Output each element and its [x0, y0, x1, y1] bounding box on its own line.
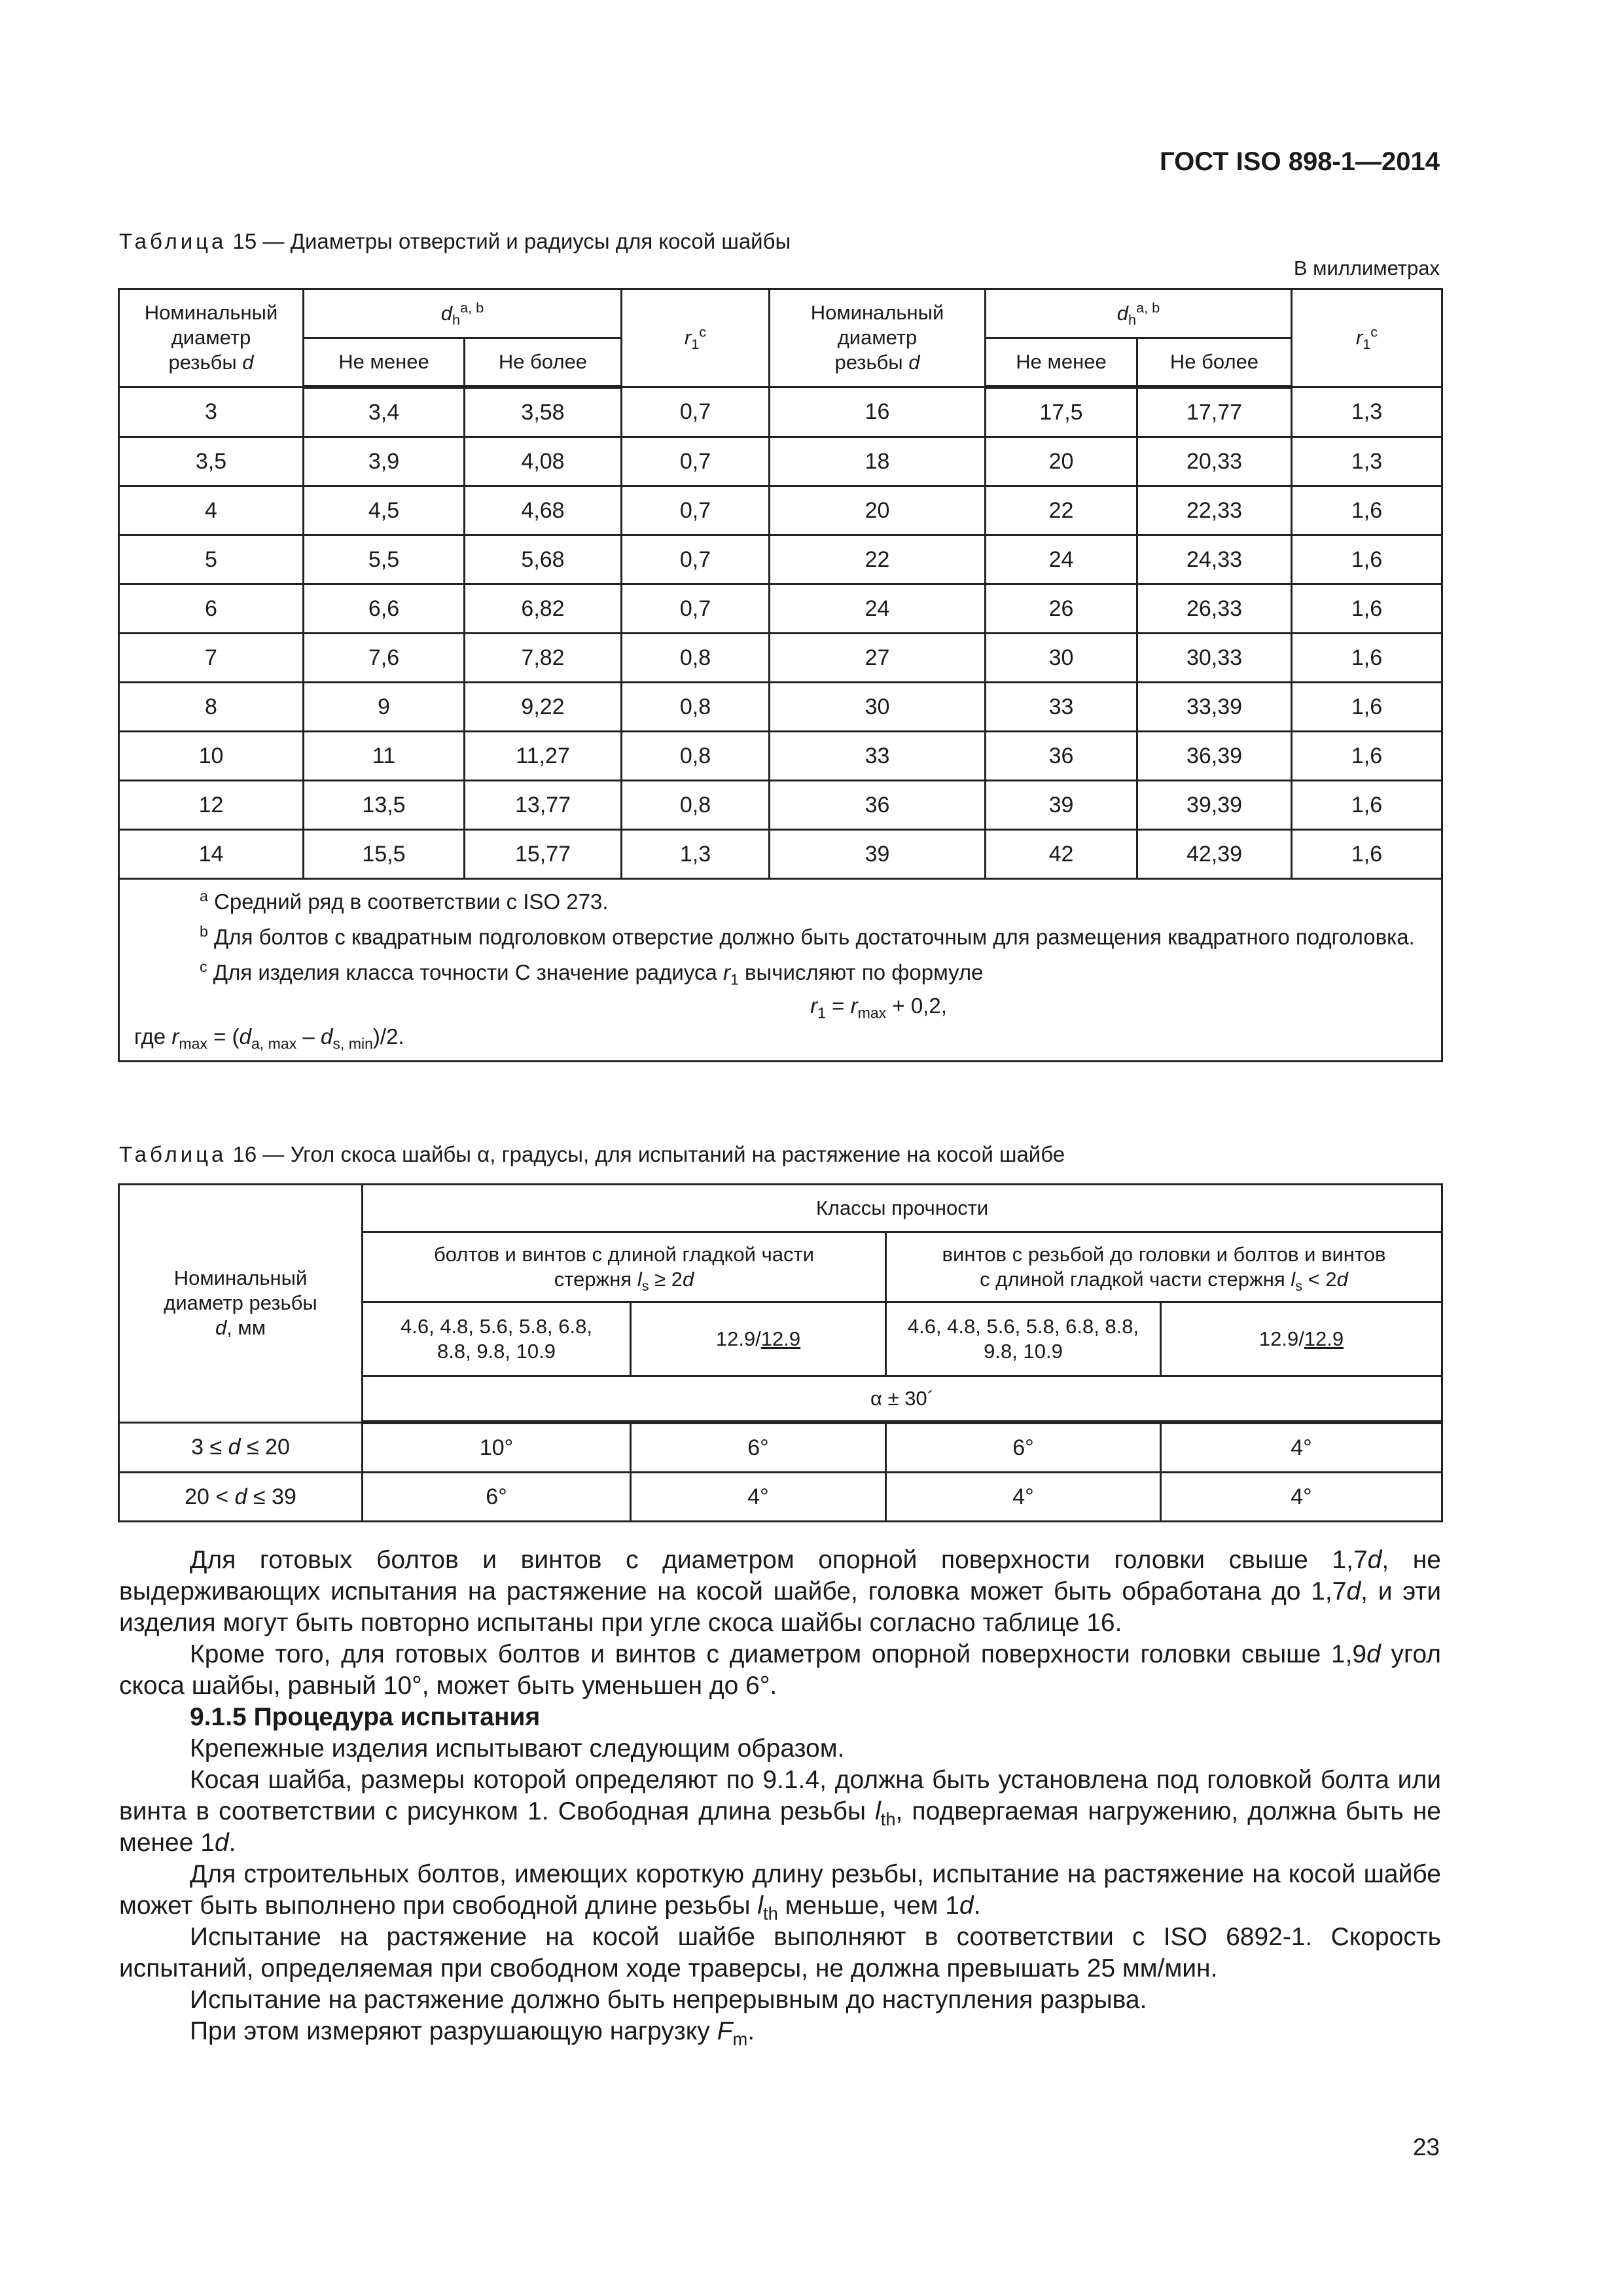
- table15-caption-text: 15 — Диаметры отверстий и радиусы для косой шайбы: [226, 229, 791, 253]
- t15-cell: 11: [304, 732, 465, 781]
- t15-cell: 0,7: [622, 535, 770, 584]
- t15-cell: 1,3: [1292, 387, 1442, 437]
- t16-value-cell: 4°: [1161, 1473, 1442, 1522]
- t15-cell: 1,6: [1292, 584, 1442, 634]
- t15-cell: 42,39: [1137, 830, 1292, 879]
- t15-cell: 20: [986, 437, 1137, 486]
- t15-cell: 1,6: [1292, 830, 1442, 879]
- t15-cell: 7,6: [304, 634, 465, 683]
- table15-caption: [119, 229, 791, 254]
- t15-cell: 0,7: [622, 387, 770, 437]
- t15-cell: 13,5: [304, 781, 465, 830]
- t15-header-dh-right: $d_h^{a, b}$: [986, 289, 1292, 338]
- t15-cell: 39: [986, 781, 1137, 830]
- t15-cell: 33: [770, 732, 986, 781]
- table-row: [119, 584, 1442, 634]
- t15-cell: 6: [119, 584, 304, 634]
- table-row: [119, 830, 1442, 879]
- t15-header-nominal-right: Номинальный диаметр резьбы d: [770, 289, 986, 387]
- t15-header-min-right: Не менее: [986, 338, 1137, 387]
- t15-cell: 30: [770, 683, 986, 732]
- paragraph: Для строительных болтов, имеющих короткую длину резьбы, испытание на растяжение на косой шайбе может быть выполнено при свободной длине резьбы $l_{th}$ меньше, чем 1d.: [119, 1860, 1441, 1924]
- t15-cell: 11,27: [465, 732, 622, 781]
- t16-header-class-129-2: 12.9/12.9: [1161, 1302, 1442, 1376]
- t16-value-cell: 10°: [363, 1422, 631, 1473]
- t16-header-group2: винтов с резьбой до головки и болтов и винтов с длиной гладкой части стержня $l_s < 2d$: [886, 1232, 1442, 1302]
- t16-header-classes-std-2: 4.6, 4.8, 5.6, 5.8, 6.8, 8.8, 9.8, 10.9: [886, 1302, 1161, 1376]
- t16-header-alpha: α ± 30´: [363, 1376, 1442, 1423]
- t15-cell: 36: [986, 732, 1137, 781]
- table16-caption: [119, 1142, 1065, 1167]
- t15-cell: 4,08: [465, 437, 622, 486]
- table15-note-c: $^c$ Для изделия класса точности С значение радиуса $r_1$ вычисляют по формуле: [200, 958, 984, 988]
- t15-cell: 1,6: [1292, 683, 1442, 732]
- t15-cell: 18: [770, 437, 986, 486]
- paragraph: Кроме того, для готовых болтов и винтов с диаметром опорной поверхности головки свыше 1,9d угол скоса шайбы, равный 10°, может быть уменьшен до 6°.: [119, 1640, 1441, 1700]
- t15-cell: 17,77: [1137, 387, 1292, 437]
- t15-cell: 36: [770, 781, 986, 830]
- t15-cell: 5,68: [465, 535, 622, 584]
- t15-cell: 39,39: [1137, 781, 1292, 830]
- t15-cell: 16: [770, 387, 986, 437]
- table-row: [119, 535, 1442, 584]
- t15-cell: 0,7: [622, 486, 770, 535]
- t16-header-class-129-1: 12.9/12.9: [631, 1302, 886, 1376]
- t15-cell: 10: [119, 732, 304, 781]
- t15-cell: 27: [770, 634, 986, 683]
- section-heading: 9.1.5 Процедура испытания: [190, 1703, 541, 1731]
- t15-cell: 1,6: [1292, 732, 1442, 781]
- table-row: [119, 437, 1442, 486]
- t15-cell: 6,6: [304, 584, 465, 634]
- t15-header-dh-left: $d_h^{a, b}$: [304, 289, 622, 338]
- t15-cell: 3: [119, 387, 304, 437]
- paragraph: Испытание на растяжение должно быть непрерывным до наступления разрыва.: [190, 1986, 1147, 2014]
- t15-cell: 0,7: [622, 437, 770, 486]
- t15-cell: 5: [119, 535, 304, 584]
- table15-note-b: $^b$ Для болтов с квадратным подголовком отверстие должно быть достаточным для размещения квадратного подголовка.: [200, 923, 1415, 949]
- t15-cell: 30: [986, 634, 1137, 683]
- table16-caption-prefix: Таблица: [119, 1142, 227, 1166]
- t15-cell: 5,5: [304, 535, 465, 584]
- t15-cell: 14: [119, 830, 304, 879]
- body-text: [119, 1545, 1441, 2047]
- table-row: [119, 781, 1442, 830]
- t15-cell: 0,8: [622, 634, 770, 683]
- t15-cell: 22: [770, 535, 986, 584]
- paragraph: Испытание на растяжение на косой шайбе выполняют в соответствии с ISO 6892-1. Скорость испытаний, определяемая при свободном ходе траверсы, не должна превышать 25 мм/мин.: [119, 1923, 1441, 1982]
- t15-cell: 4: [119, 486, 304, 535]
- t15-header-r1-right: $r_1^c$: [1292, 289, 1442, 387]
- table-row: [119, 486, 1442, 535]
- t15-header-r1-left: $r_1^c$: [622, 289, 770, 387]
- t15-cell: 1,6: [1292, 781, 1442, 830]
- table-row: [119, 1473, 1442, 1522]
- table-row: [119, 732, 1442, 781]
- t15-cell: 12: [119, 781, 304, 830]
- t16-header-group1: болтов и винтов с длиной гладкой части стержня $l_s \ge 2d$: [363, 1232, 886, 1302]
- t16-value-cell: 4°: [631, 1473, 886, 1522]
- table15-caption-prefix: Таблица: [119, 229, 227, 253]
- t16-value-cell: 4°: [1161, 1422, 1442, 1473]
- t15-cell: 24: [986, 535, 1137, 584]
- paragraph: Крепежные изделия испытывают следующим образом.: [190, 1734, 845, 1763]
- t16-range-cell: 3 ≤ d ≤ 20: [119, 1422, 363, 1473]
- table15: [118, 288, 1443, 1062]
- t15-header-min-left: Не менее: [304, 338, 465, 387]
- table-row: [119, 634, 1442, 683]
- t15-cell: 24: [770, 584, 986, 634]
- table15-formula-where: где $r_{max} = (d_{a, max} - d_{s, min})/2$.: [134, 1024, 404, 1052]
- t15-header-nominal-left: Номинальный диаметр резьбы d: [119, 289, 304, 387]
- table15-formula: $r_1 = r_{max} + 0,2$,: [810, 994, 947, 1022]
- table-row: [119, 1422, 1442, 1473]
- t16-range-cell: 20 < d ≤ 39: [119, 1473, 363, 1522]
- t15-cell: 36,39: [1137, 732, 1292, 781]
- t15-cell: 9,22: [465, 683, 622, 732]
- t15-cell: 22,33: [1137, 486, 1292, 535]
- t15-cell: 20,33: [1137, 437, 1292, 486]
- t15-cell: 33: [986, 683, 1137, 732]
- t15-cell: 0,8: [622, 683, 770, 732]
- table-row: [119, 683, 1442, 732]
- t15-cell: 1,6: [1292, 634, 1442, 683]
- t15-cell: 13,77: [465, 781, 622, 830]
- t15-cell: 0,8: [622, 732, 770, 781]
- t16-value-cell: 6°: [631, 1422, 886, 1473]
- t16-value-cell: 6°: [886, 1422, 1161, 1473]
- t15-cell: 42: [986, 830, 1137, 879]
- t15-cell: 4,68: [465, 486, 622, 535]
- t15-cell: 1,6: [1292, 486, 1442, 535]
- table-row: [119, 387, 1442, 437]
- t16-value-cell: 4°: [886, 1473, 1161, 1522]
- t15-cell: 9: [304, 683, 465, 732]
- t15-cell: 1,3: [1292, 437, 1442, 486]
- t15-cell: 39: [770, 830, 986, 879]
- t15-cell: 15,77: [465, 830, 622, 879]
- table16-caption-text: 16 — Угол скоса шайбы α, градусы, для испытаний на растяжение на косой шайбе: [226, 1142, 1065, 1166]
- t15-cell: 3,4: [304, 387, 465, 437]
- t15-cell: 15,5: [304, 830, 465, 879]
- standard-designation: ГОСТ ISO 898-1—2014: [1159, 147, 1440, 176]
- t15-cell: 3,9: [304, 437, 465, 486]
- t15-cell: 1,6: [1292, 535, 1442, 584]
- t15-header-max-right: Не более: [1137, 338, 1292, 387]
- t15-cell: 8: [119, 683, 304, 732]
- t15-cell: 33,39: [1137, 683, 1292, 732]
- t16-value-cell: 6°: [363, 1473, 631, 1522]
- t15-cell: 3,5: [119, 437, 304, 486]
- table15-notes: [119, 879, 1442, 1062]
- t15-cell: 0,7: [622, 584, 770, 634]
- t15-cell: 7,82: [465, 634, 622, 683]
- t15-cell: 4,5: [304, 486, 465, 535]
- t16-header-classes-std-1: 4.6, 4.8, 5.6, 5.8, 6.8, 8.8, 9.8, 10.9: [363, 1302, 631, 1376]
- t15-header-max-left: Не более: [465, 338, 622, 387]
- t15-cell: 22: [986, 486, 1137, 535]
- t15-cell: 20: [770, 486, 986, 535]
- table15-units: В миллиметрах: [1293, 257, 1440, 279]
- t15-cell: 17,5: [986, 387, 1137, 437]
- t15-cell: 24,33: [1137, 535, 1292, 584]
- table16: [118, 1183, 1443, 1522]
- paragraph: Для готовых болтов и винтов с диаметром опорной поверхности головки свыше 1,7d, не выдерживающих испытания на растяжение на косой шайбе, головка может быть обработана до 1,7d, и эти изделия могут быть повторно испытаны при угле скоса шайбы согласно таблице 16.: [119, 1546, 1441, 1637]
- page-number: 23: [1412, 2134, 1440, 2161]
- t15-cell: 1,3: [622, 830, 770, 879]
- t15-cell: 0,8: [622, 781, 770, 830]
- t15-cell: 30,33: [1137, 634, 1292, 683]
- paragraph: При этом измеряют разрушающую нагрузку $F_m$.: [190, 2017, 755, 2049]
- paragraph: Косая шайба, размеры которой определяют по 9.1.4, должна быть установлена под головкой болта или винта в соответствии с рисунком 1. Свободная длина резьбы $l_{th}$, подвергаемая нагружению, должна быть не менее 1d.: [119, 1766, 1441, 1857]
- t15-cell: 6,82: [465, 584, 622, 634]
- table15-note-a: $^a$ Средний ряд в соответствии с ISO 273.: [200, 888, 609, 914]
- t15-cell: 26: [986, 584, 1137, 634]
- t15-cell: 26,33: [1137, 584, 1292, 634]
- t16-header-classes: Классы прочности: [363, 1185, 1442, 1232]
- t15-cell: 3,58: [465, 387, 622, 437]
- t15-cell: 7: [119, 634, 304, 683]
- t16-header-nominal: Номинальный диаметр резьбы d, мм: [119, 1185, 363, 1423]
